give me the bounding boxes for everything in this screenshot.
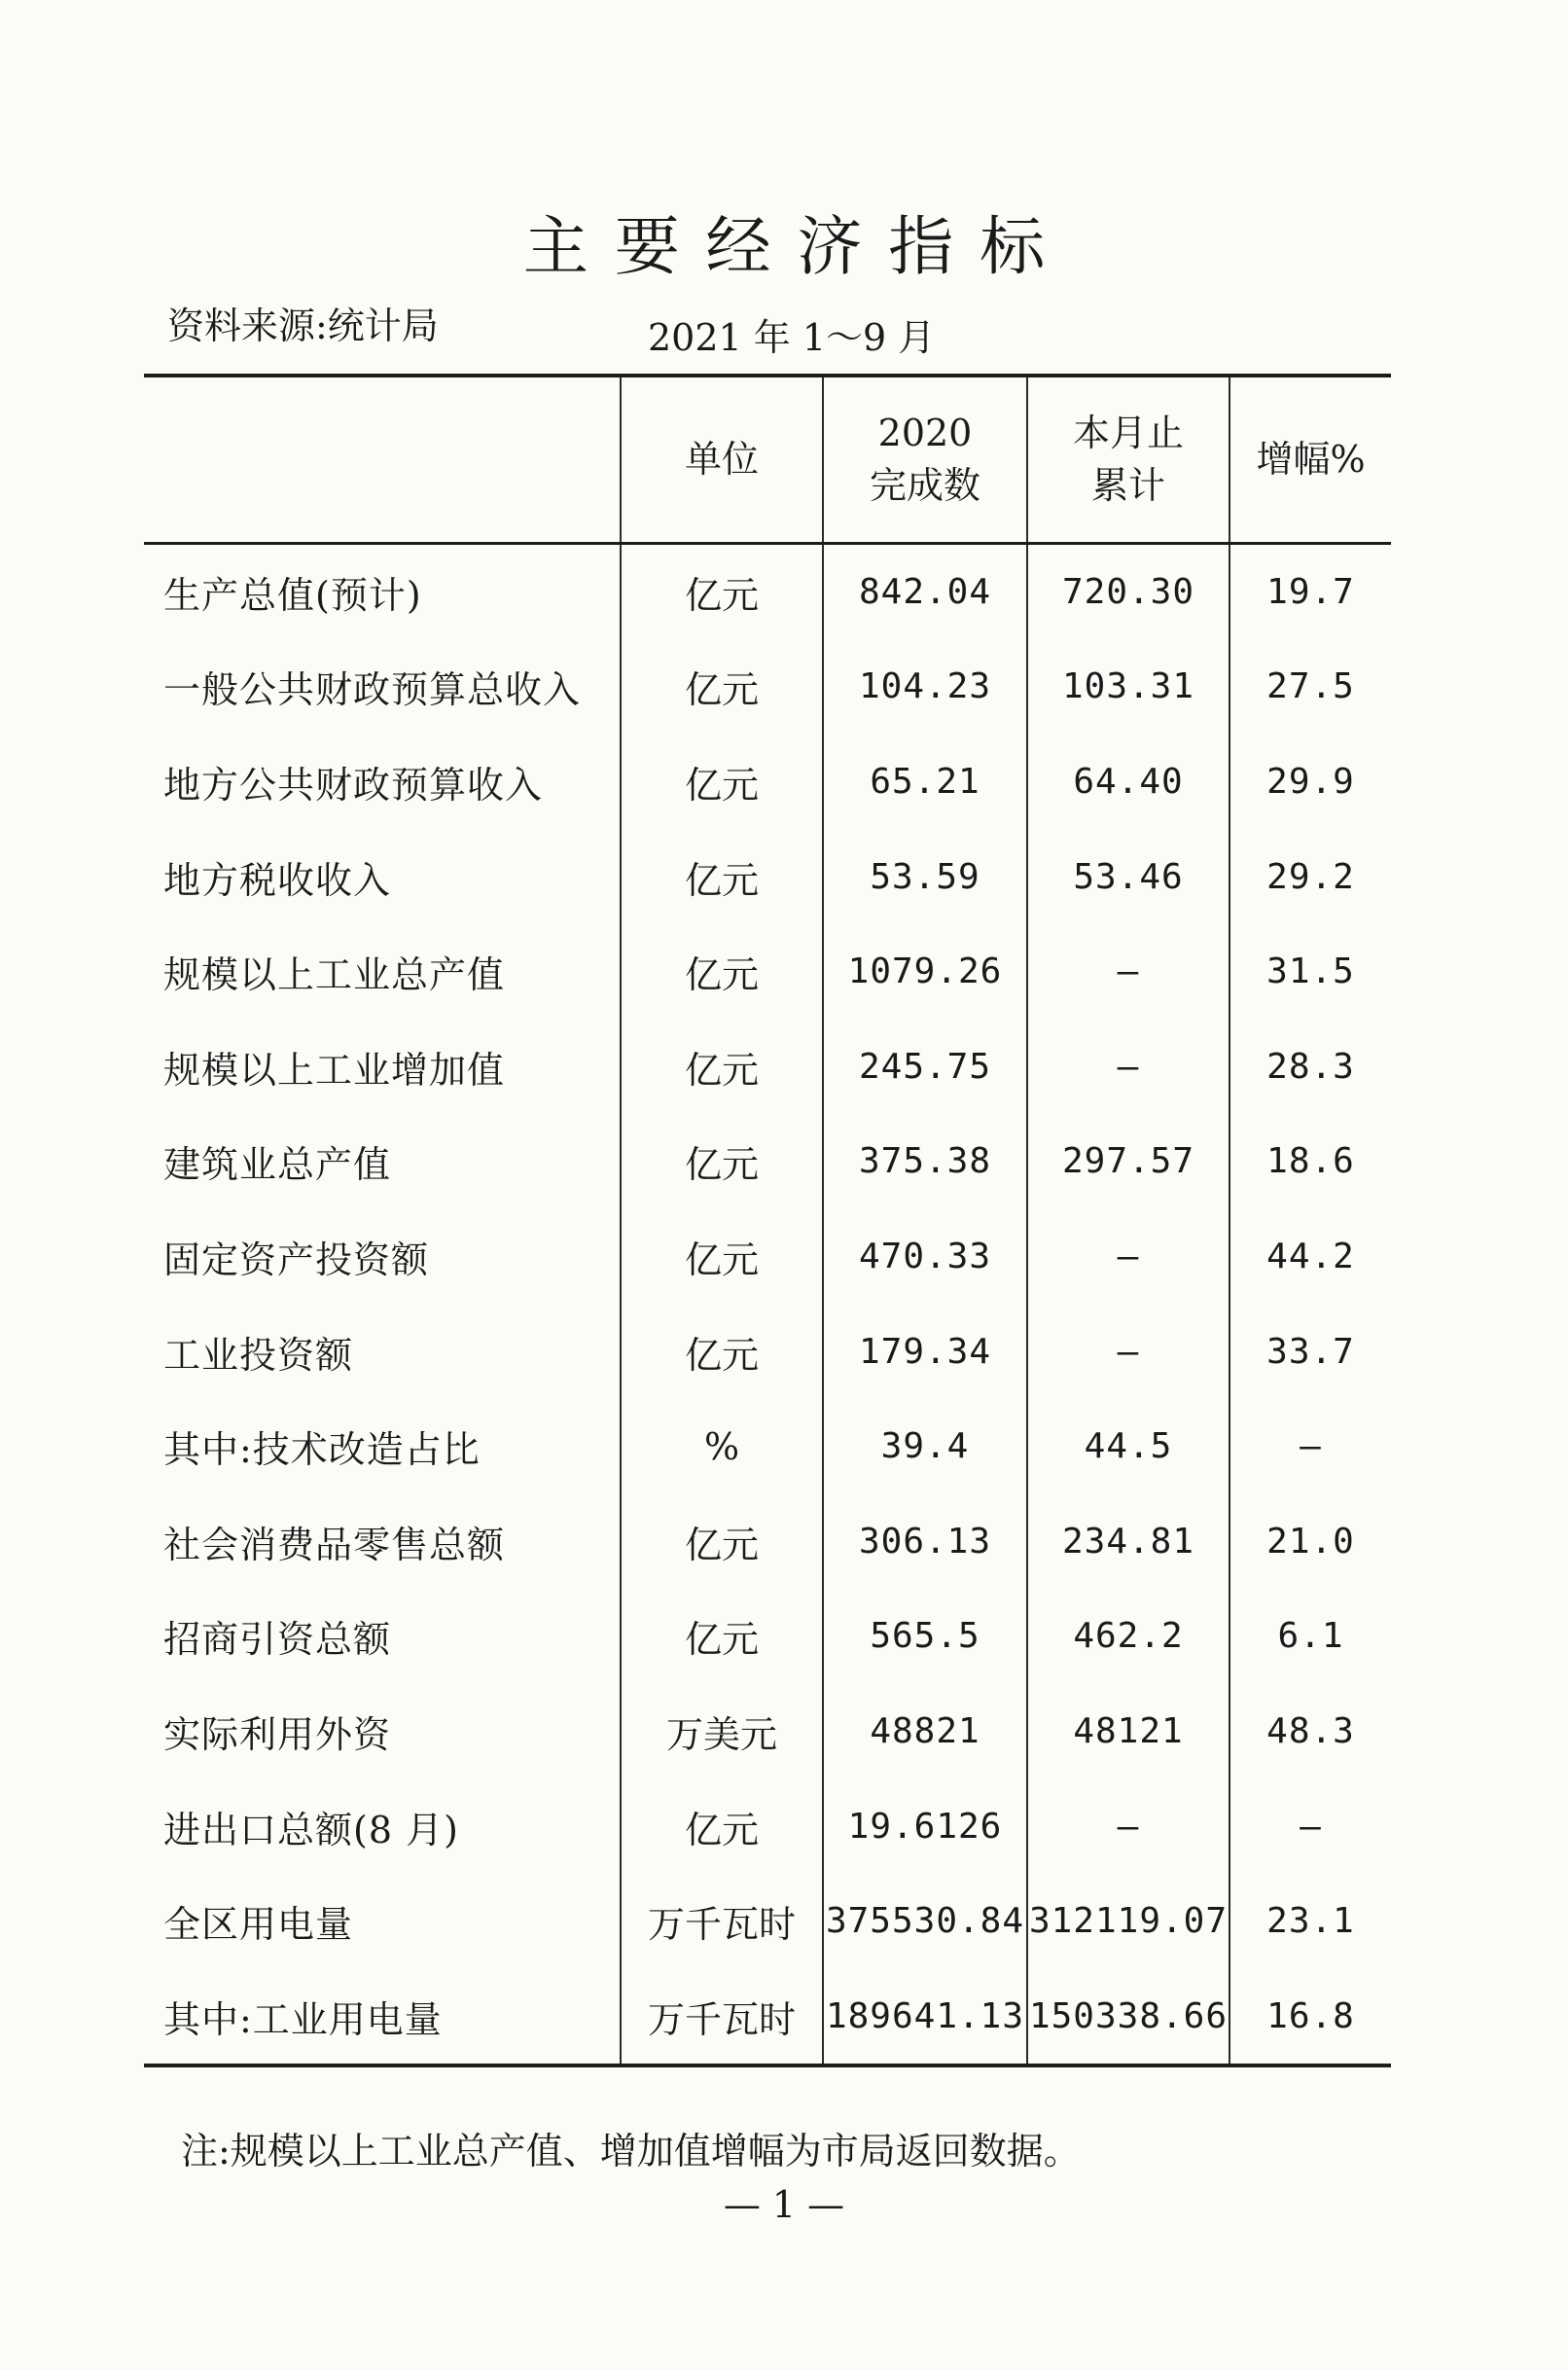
indicator-unit: 亿元 [621, 1493, 823, 1589]
value-cumulative: 48121 [1027, 1684, 1229, 1779]
indicator-unit: 万美元 [621, 1684, 823, 1779]
value-2020-done: 48821 [823, 1684, 1027, 1779]
table-row [144, 1968, 1391, 2065]
table-row [144, 1684, 1391, 1779]
value-cumulative: 234.81 [1027, 1493, 1229, 1589]
value-2020-done: 375.38 [823, 1114, 1027, 1209]
page-title: 主要经济指标 [522, 209, 1071, 284]
value-growth: 33.7 [1229, 1304, 1391, 1399]
indicator-unit: % [621, 1399, 823, 1494]
indicator-table [144, 374, 1391, 2067]
value-growth: 6.1 [1229, 1589, 1391, 1684]
indicator-unit: 万千瓦时 [621, 1874, 823, 1969]
header-unit: 单位 [621, 376, 823, 543]
indicator-name: 其中:技术改造占比 [144, 1399, 621, 1494]
indicator-unit: 亿元 [621, 735, 823, 830]
value-2020-done: 306.13 [823, 1493, 1027, 1589]
value-growth: 29.2 [1229, 829, 1391, 924]
value-growth: 28.3 [1229, 1019, 1391, 1114]
table-body [144, 543, 1391, 2065]
table-row [144, 1399, 1391, 1494]
value-2020-done: 39.4 [823, 1399, 1027, 1494]
indicator-unit: 万千瓦时 [621, 1968, 823, 2065]
header-cum-line2: 累计 [1090, 464, 1165, 508]
value-growth: 44.2 [1229, 1209, 1391, 1305]
value-2020-done: 179.34 [823, 1304, 1027, 1399]
value-growth: 23.1 [1229, 1874, 1391, 1969]
table-row [144, 1209, 1391, 1305]
table-row [144, 1304, 1391, 1399]
indicator-unit: 亿元 [621, 639, 823, 735]
header-done-year: 2020 [877, 412, 973, 455]
value-2020-done: 842.04 [823, 543, 1027, 639]
value-cumulative: 297.57 [1027, 1114, 1229, 1209]
header-cumulative [1027, 376, 1229, 543]
header-2020-done [823, 376, 1027, 543]
value-cumulative: — [1027, 1778, 1229, 1874]
indicator-unit: 亿元 [621, 1589, 823, 1684]
value-cumulative: 150338.66 [1027, 1968, 1229, 2065]
indicator-name: 其中:工业用电量 [144, 1968, 621, 2065]
table-row [144, 1493, 1391, 1589]
indicator-name: 实际利用外资 [144, 1684, 621, 1779]
indicator-name: 一般公共财政预算总收入 [144, 639, 621, 735]
value-cumulative: 64.40 [1027, 735, 1229, 830]
indicator-unit: 亿元 [621, 829, 823, 924]
indicator-name: 社会消费品零售总额 [144, 1493, 621, 1589]
value-2020-done: 245.75 [823, 1019, 1027, 1114]
indicator-name: 规模以上工业总产值 [144, 924, 621, 1020]
value-growth: 18.6 [1229, 1114, 1391, 1209]
table-row [144, 1589, 1391, 1684]
value-2020-done: 19.6126 [823, 1778, 1027, 1874]
value-cumulative: 462.2 [1027, 1589, 1229, 1684]
table-row [144, 829, 1391, 924]
value-cumulative: — [1027, 1019, 1229, 1114]
value-growth: 31.5 [1229, 924, 1391, 1020]
value-cumulative: — [1027, 1209, 1229, 1305]
footnote: 注:规模以上工业总产值、增加值增幅为市局返回数据。 [181, 2130, 1081, 2172]
value-2020-done: 189641.13 [823, 1968, 1027, 2065]
indicator-unit: 亿元 [621, 1019, 823, 1114]
value-2020-done: 565.5 [823, 1589, 1027, 1684]
table-row [144, 1019, 1391, 1114]
value-cumulative: 53.46 [1027, 829, 1229, 924]
value-cumulative: — [1027, 924, 1229, 1020]
header-indicator-empty [144, 376, 621, 543]
value-growth: 48.3 [1229, 1684, 1391, 1779]
data-source-label: 资料来源:统计局 [167, 305, 439, 347]
indicator-name: 生产总值(预计) [144, 543, 621, 639]
table-row [144, 1778, 1391, 1874]
value-2020-done: 53.59 [823, 829, 1027, 924]
value-2020-done: 375530.84 [823, 1874, 1027, 1969]
value-growth: 16.8 [1229, 1968, 1391, 2065]
indicator-unit: 亿元 [621, 1114, 823, 1209]
value-cumulative: 312119.07 [1027, 1874, 1229, 1969]
value-growth: — [1229, 1778, 1391, 1874]
indicator-name: 固定资产投资额 [144, 1209, 621, 1305]
table-row [144, 924, 1391, 1020]
value-growth: — [1229, 1399, 1391, 1494]
indicator-name: 全区用电量 [144, 1874, 621, 1969]
value-cumulative: — [1027, 1304, 1229, 1399]
value-cumulative: 44.5 [1027, 1399, 1229, 1494]
indicator-name: 建筑业总产值 [144, 1114, 621, 1209]
report-period: 2021 年 1～9 月 [648, 316, 936, 359]
header-cum-line1: 本月止 [1072, 412, 1184, 455]
table-header-row [144, 376, 1391, 543]
page-number: — 1 — [723, 2183, 845, 2226]
value-2020-done: 1079.26 [823, 924, 1027, 1020]
value-2020-done: 470.33 [823, 1209, 1027, 1305]
table-row [144, 639, 1391, 735]
indicator-unit: 亿元 [621, 1778, 823, 1874]
header-growth: 增幅% [1229, 376, 1391, 543]
value-growth: 21.0 [1229, 1493, 1391, 1589]
value-growth: 27.5 [1229, 639, 1391, 735]
indicator-unit: 亿元 [621, 924, 823, 1020]
indicator-name: 工业投资额 [144, 1304, 621, 1399]
indicator-name: 地方公共财政预算收入 [144, 735, 621, 830]
header-done-label: 完成数 [869, 464, 980, 508]
value-growth: 19.7 [1229, 543, 1391, 639]
indicator-name: 地方税收收入 [144, 829, 621, 924]
indicator-unit: 亿元 [621, 1304, 823, 1399]
indicator-name: 进出口总额(8 月) [144, 1778, 621, 1874]
indicator-name: 招商引资总额 [144, 1589, 621, 1684]
value-growth: 29.9 [1229, 735, 1391, 830]
indicator-name: 规模以上工业增加值 [144, 1019, 621, 1114]
table-row [144, 1874, 1391, 1969]
value-cumulative: 103.31 [1027, 639, 1229, 735]
table-row [144, 543, 1391, 639]
value-cumulative: 720.30 [1027, 543, 1229, 639]
table-row [144, 1114, 1391, 1209]
value-2020-done: 104.23 [823, 639, 1027, 735]
value-2020-done: 65.21 [823, 735, 1027, 830]
indicator-unit: 亿元 [621, 1209, 823, 1305]
indicator-unit: 亿元 [621, 543, 823, 639]
table-row [144, 735, 1391, 830]
